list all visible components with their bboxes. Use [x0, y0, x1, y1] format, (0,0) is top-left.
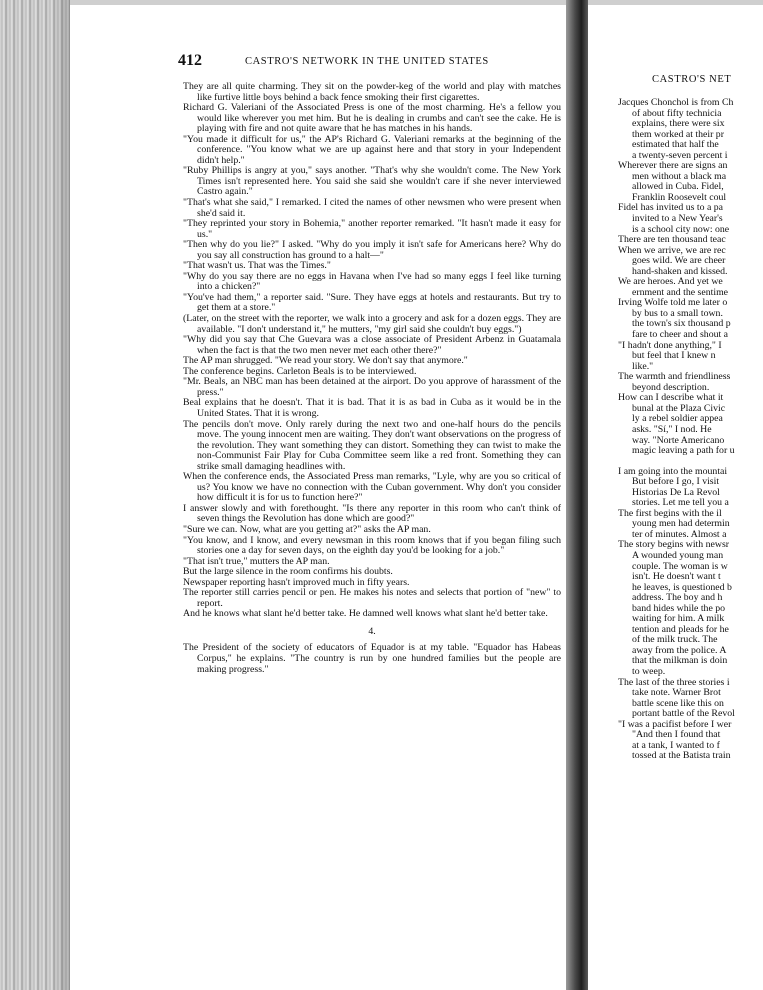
- text-line: When we arrive, we are rec: [618, 244, 726, 256]
- text-line: hand-shaken and kissed.: [632, 265, 728, 277]
- paragraph: "Sure we can. Now, what are you getting at?" asks the AP man.: [183, 523, 431, 535]
- text-line: invited to a New Year's: [632, 213, 723, 225]
- right-page-body: [618, 98, 763, 762]
- text-line: of about fifty technicia: [632, 107, 722, 119]
- text-line: explains, there were six: [632, 118, 725, 130]
- text-line: take note. Warner Brot: [632, 687, 721, 699]
- text-line: The last of the three stories i: [618, 676, 730, 688]
- section-number: 4.: [368, 625, 376, 637]
- text-line: portant battle of the Revol: [632, 708, 735, 720]
- left-page-body: [183, 82, 561, 675]
- book-gutter: [566, 0, 588, 990]
- text-line: he leaves, is questioned b: [632, 581, 732, 593]
- paragraph: Newspaper reporting hasn't improved much in fifty years.: [183, 576, 410, 588]
- paragraph: But the large silence in the room confirms his doubts.: [183, 566, 393, 578]
- paragraph: "That wasn't us. That was the Times.": [183, 260, 331, 272]
- paragraph: Beal explains that he doesn't. That it is bad. That it is as bad in Cuba as it would be in the United States. That it is wrong.: [183, 397, 561, 419]
- text-line: magic leaving a path for u: [632, 445, 735, 457]
- paragraph: When the conference ends, the Associated Press man remarks, "Lyle, why are you so critical of us? You know we have no connection with the Cuban government. Why don't you consider how difficult it is for us to function here?": [183, 471, 561, 504]
- text-line: way. "Norte Americano: [632, 434, 725, 446]
- text-line: Historias De La Revol: [632, 486, 720, 498]
- text-line: ly a rebel soldier appea: [632, 413, 723, 425]
- text-line: "I was a pacifist before I wer: [618, 718, 732, 730]
- text-line: young men had determin: [632, 518, 730, 530]
- text-line: band hides while the po: [632, 602, 726, 614]
- text-line: tention and pleads for he: [632, 623, 729, 635]
- paragraph: I answer slowly and with forethought. "Is there any reporter in this room who can't think of seven things the Revolution has done which are good?": [183, 502, 561, 525]
- text-line: away from the police. A: [632, 644, 727, 656]
- text-line: couple. The woman is w: [632, 560, 728, 572]
- right-page: [588, 40, 763, 840]
- text-line: but feel that I knew n: [632, 350, 716, 362]
- text-line: men without a black ma: [632, 170, 727, 182]
- paragraph: "Why do you say there are no eggs in Havana when I've had so many eggs I feel like turning into a chicken?": [183, 270, 561, 293]
- left-page-header: [80, 40, 566, 70]
- text-line: of the milk truck. The: [632, 634, 718, 646]
- paragraph: The AP man shrugged. "We read your story. We don't say that anymore.": [183, 355, 468, 367]
- paragraph: "You made it difficult for us," the AP's Richard G. Valeriani remarks at the beginning of the conference. "You know what we are up against here and that story in your Independent didn't help.": [183, 133, 561, 166]
- paragraph: "Then why do you lie?" I asked. "Why do you imply it isn't safe for Americans here? Why do you say all construction has ground to a halt—": [183, 239, 561, 261]
- text-line: "And then I found that: [632, 729, 721, 741]
- text-line: them worked at their pr: [632, 128, 724, 140]
- paragraph: "They reprinted your story in Bohemia," another reporter remarked. "It hasn't made it easy for us.": [183, 218, 561, 240]
- text-line: at a tank, I wanted to f: [632, 739, 720, 751]
- paragraph: "That's what she said," I remarked. I cited the names of other newsmen who were present when she'd said it.: [183, 197, 561, 219]
- text-line: is a school city now: one: [632, 223, 730, 235]
- text-line: address. The boy and h: [632, 592, 723, 604]
- paragraph: The pencils don't move. Only rarely during the next two and one-half hours do the pencils move. The young innocent men are waiting. They don't want observations on the progress of the revolution. They want something they can distort. Something they can twist to make the non-Communist Fair Play for Cuba Committee seem like a red front. Something they can strike small damaging headlines with.: [183, 418, 561, 472]
- paragraph: The President of the society of educators of Equador is at my table. "Equador has Habeas Corpus," he explains. "The country is run by one hundred families but the people are making progress.": [183, 642, 561, 675]
- text-line: ter of minutes. Almost a: [632, 528, 727, 540]
- text-line: How can I describe what it: [618, 392, 724, 404]
- paragraph: "Mr. Beals, an NBC man has been detained at the airport. Do you approve of harassment of the press.": [183, 376, 561, 398]
- text-line: The story begins with newsr: [618, 539, 730, 551]
- paragraph: "Ruby Phillips is angry at you," says another. "That's why she wouldn't come. The New York Times isn't represented here. You said she said she wouldn't care if she never interviewed Castro again.": [183, 165, 561, 198]
- text-line: fare to cheer and shout a: [632, 329, 729, 341]
- paragraph: They are all quite charming. They sit on the powder-keg of the world and play with matches like furtive little boys behind a back fence smoking their first cigarettes.: [183, 81, 561, 103]
- text-line: battle scene like this on: [632, 697, 724, 709]
- text-line: But before I go, I visit: [632, 476, 720, 488]
- text-line: Fidel has invited us to a pa: [618, 202, 724, 214]
- scan-left-edge: [0, 0, 70, 990]
- text-line: Jacques Chonchol is from Ch: [618, 97, 734, 108]
- text-line: beyond description.: [632, 381, 710, 393]
- paragraph: "That isn't true," mutters the AP man.: [183, 555, 330, 567]
- text-line: to weep.: [632, 665, 666, 677]
- text-line: allowed in Cuba. Fidel,: [632, 181, 724, 193]
- text-line: asks. "Sí," I nod. He: [632, 423, 712, 435]
- text-line: I am going into the mountai: [618, 465, 728, 477]
- text-line: estimated that half the: [632, 139, 719, 151]
- text-line: tossed at the Batista train: [632, 750, 731, 762]
- left-page: [80, 40, 566, 840]
- text-line: "I hadn't done anything," I: [618, 339, 722, 351]
- text-line: The warmth and friendliness: [618, 371, 731, 383]
- paragraph: (Later, on the street with the reporter, we walk into a grocery and ask for a dozen eggs. They are available. "I don't understand it," he mutters, "my girl said she couldn't buy eggs."): [183, 313, 561, 335]
- paragraph: And he knows what slant he'd better take. He damned well knows what slant he'd better take.: [183, 608, 548, 620]
- text-line: A wounded young man: [632, 549, 724, 561]
- text-line: waiting for him. A milk: [632, 613, 725, 625]
- text-line: Franklin Roosevelt coul: [632, 191, 727, 203]
- text-line: We are heroes. And yet we: [618, 276, 723, 288]
- text-line: Wherever there are signs an: [618, 160, 728, 172]
- paragraph: "Why did you say that Che Guevara was a close associate of President Arbenz in Guatamala when the fact is that the two men never met each other there?": [183, 334, 561, 356]
- page-number: 412: [178, 52, 202, 69]
- text-line: that the milkman is doin: [632, 655, 728, 667]
- text-line: the town's six thousand p: [632, 318, 731, 330]
- text-line: a twenty-seven percent i: [632, 149, 728, 161]
- scan-top-edge: [0, 0, 763, 5]
- text-line: isn't. He doesn't want t: [632, 571, 721, 583]
- paragraph: "You know, and I know, and every newsman in this room knows that if you began filing such stories one a day for seven days, on the eighth day you'd be looking for a job.": [183, 534, 561, 557]
- text-line: ernment and the sentime: [632, 286, 729, 298]
- paragraph: "You've had them," a reporter said. "Sure. They have eggs at hotels and restaurants. But try to get them at a store.": [183, 291, 561, 314]
- text-line: Irving Wolfe told me later o: [618, 297, 728, 309]
- text-line: stories. Let me tell you a: [632, 497, 729, 509]
- paragraph: Richard G. Valeriani of the Associated Press is one of the most charming. He's a fellow you would like wherever you met him. But he is dealing in crumbs and can't see the cake. He is playing with fire and not quite aware that he has matches in his hands.: [183, 102, 561, 135]
- text-line: goes wild. We are cheer: [632, 255, 726, 267]
- text-line: like.": [632, 360, 654, 372]
- text-line: by bus to a small town.: [632, 307, 723, 319]
- running-head: CASTRO'S NETWORK IN THE UNITED STATES: [245, 56, 489, 67]
- right-running-head: CASTRO'S NET: [652, 74, 732, 85]
- text-line: bunal at the Plaza Civic: [632, 402, 726, 414]
- text-line: There are ten thousand teac: [618, 234, 726, 246]
- paragraph: The conference begins. Carleton Beals is to be interviewed.: [183, 365, 417, 377]
- paragraph: The reporter still carries pencil or pen. He makes his notes and selects that portion of "new" to report.: [183, 587, 561, 609]
- text-line: The first begins with the il: [618, 507, 722, 519]
